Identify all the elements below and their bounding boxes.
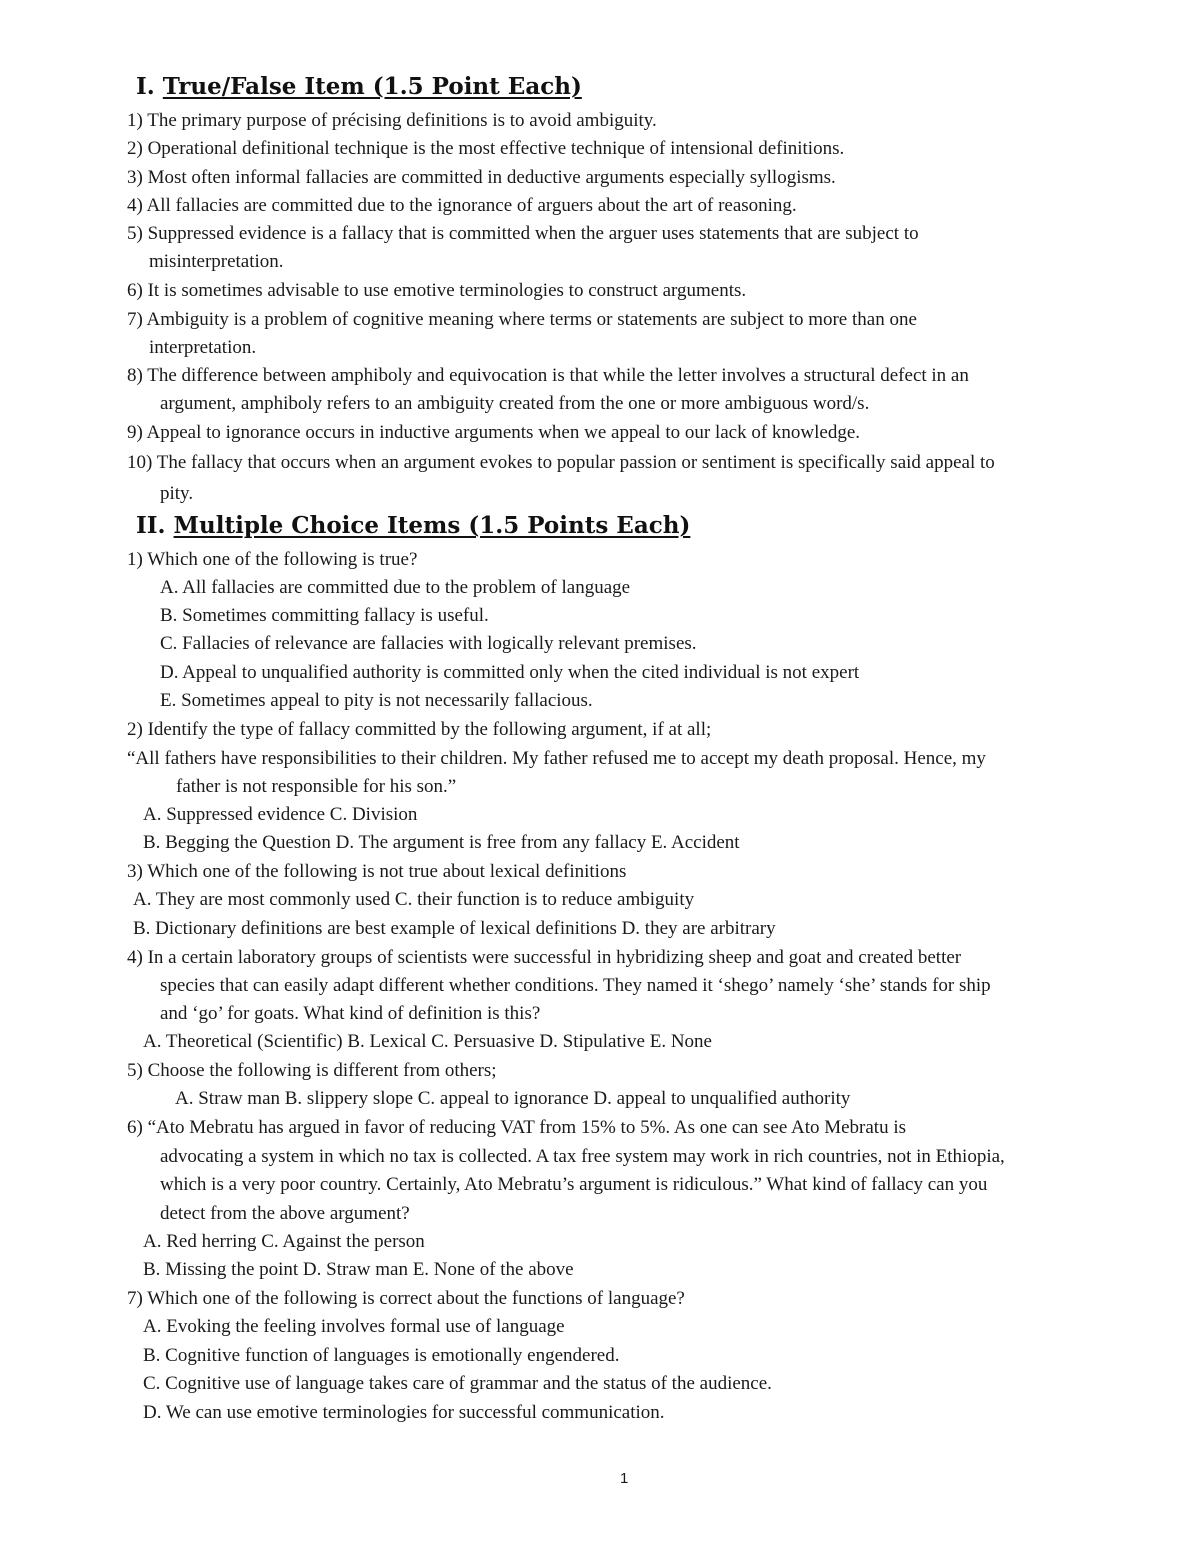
section-2-number: II. xyxy=(136,512,166,539)
section-1-title: True/False Item (1.5 Point Each) xyxy=(162,73,582,100)
option: A. Straw man B. slippery slope C. appeal to ignorance D. appeal to unqualified authority xyxy=(175,1088,851,1109)
option: C. Cognitive use of language takes care of grammar and the status of the audience. xyxy=(143,1373,772,1394)
question-text: which is a very poor country. Certainly, Ato Mebratu’s argument is ridiculous.” What kind of fallacy can you xyxy=(160,1174,988,1195)
option: A. Suppressed evidence C. Division xyxy=(143,804,418,825)
list-item: 9) Appeal to ignorance occurs in inductive arguments when we appeal to our lack of knowledge. xyxy=(127,422,861,443)
list-item: 2) Operational definitional technique is the most effective technique of intensional definitions. xyxy=(127,138,845,159)
option: A. All fallacies are committed due to the problem of language xyxy=(160,577,631,598)
option: B. Sometimes committing fallacy is useful. xyxy=(160,605,489,626)
option: E. Sometimes appeal to pity is not necessarily fallacious. xyxy=(160,690,593,711)
option: A. Evoking the feeling involves formal use of language xyxy=(143,1316,565,1337)
list-item: 7) Ambiguity is a problem of cognitive meaning where terms or statements are subject to more than one xyxy=(127,309,917,330)
list-item-continuation: pity. xyxy=(160,483,194,504)
option: A. They are most commonly used C. their function is to reduce ambiguity xyxy=(133,889,695,910)
option: C. Fallacies of relevance are fallacies with logically relevant premises. xyxy=(160,633,697,654)
section-2-title: Multiple Choice Items (1.5 Points Each) xyxy=(173,512,691,539)
question: 1) Which one of the following is true? xyxy=(127,549,418,570)
question-text: “All fathers have responsibilities to their children. My father refused me to accept my death proposal. Hence, my xyxy=(127,748,986,769)
option: B. Dictionary definitions are best example of lexical definitions D. they are arbitrary xyxy=(133,918,776,939)
question: 6) “Ato Mebratu has argued in favor of reducing VAT from 15% to 5%. As one can see Ato Mebratu is xyxy=(127,1117,907,1138)
page-number: 1 xyxy=(620,1470,629,1487)
option: B. Cognitive function of languages is emotionally engendered. xyxy=(143,1345,620,1366)
question-text: advocating a system in which no tax is collected. A tax free system may work in rich countries, not in Ethiopia, xyxy=(160,1146,1005,1167)
option: A. Red herring C. Against the person xyxy=(143,1231,425,1252)
list-item: 4) All fallacies are committed due to the ignorance of arguers about the art of reasoning. xyxy=(127,195,797,216)
question-text: species that can easily adapt different whether conditions. They named it ‘shego’ namely ‘she’ stands for ship xyxy=(160,975,991,996)
option: B. Begging the Question D. The argument is free from any fallacy E. Accident xyxy=(143,832,740,853)
list-item-continuation: interpretation. xyxy=(149,337,257,358)
question: 4) In a certain laboratory groups of scientists were successful in hybridizing sheep and goat and created better xyxy=(127,947,962,968)
question: 2) Identify the type of fallacy committed by the following argument, if at all; xyxy=(127,719,712,740)
question: 7) Which one of the following is correct about the functions of language? xyxy=(127,1288,685,1309)
option: B. Missing the point D. Straw man E. None of the above xyxy=(143,1259,574,1280)
list-item: 8) The difference between amphiboly and equivocation is that while the letter involves a structural defect in an xyxy=(127,365,969,386)
question: 3) Which one of the following is not true about lexical definitions xyxy=(127,861,627,882)
section-2-heading xyxy=(136,511,690,541)
question-text: and ‘go’ for goats. What kind of definition is this? xyxy=(160,1003,541,1024)
list-item: 5) Suppressed evidence is a fallacy that is committed when the arguer uses statements that are subject to xyxy=(127,223,919,244)
option: D. Appeal to unqualified authority is committed only when the cited individual is not expert xyxy=(160,662,860,683)
option: A. Theoretical (Scientific) B. Lexical C. Persuasive D. Stipulative E. None xyxy=(143,1031,712,1052)
list-item: 1) The primary purpose of précising definitions is to avoid ambiguity. xyxy=(127,110,657,131)
question-text: father is not responsible for his son.” xyxy=(176,776,457,797)
section-1-heading xyxy=(136,72,582,102)
question-text: detect from the above argument? xyxy=(160,1203,410,1224)
list-item: 6) It is sometimes advisable to use emotive terminologies to construct arguments. xyxy=(127,280,747,301)
list-item-continuation: misinterpretation. xyxy=(149,251,284,272)
option: D. We can use emotive terminologies for successful communication. xyxy=(143,1402,665,1423)
question: 5) Choose the following is different from others; xyxy=(127,1060,497,1081)
list-item: 10) The fallacy that occurs when an argument evokes to popular passion or sentiment is specifically said appeal to xyxy=(127,452,995,473)
list-item-continuation: argument, amphiboly refers to an ambiguity created from the one or more ambiguous word/s. xyxy=(160,393,870,414)
section-1-number: I. xyxy=(136,73,155,100)
list-item: 3) Most often informal fallacies are committed in deductive arguments especially syllogisms. xyxy=(127,167,836,188)
